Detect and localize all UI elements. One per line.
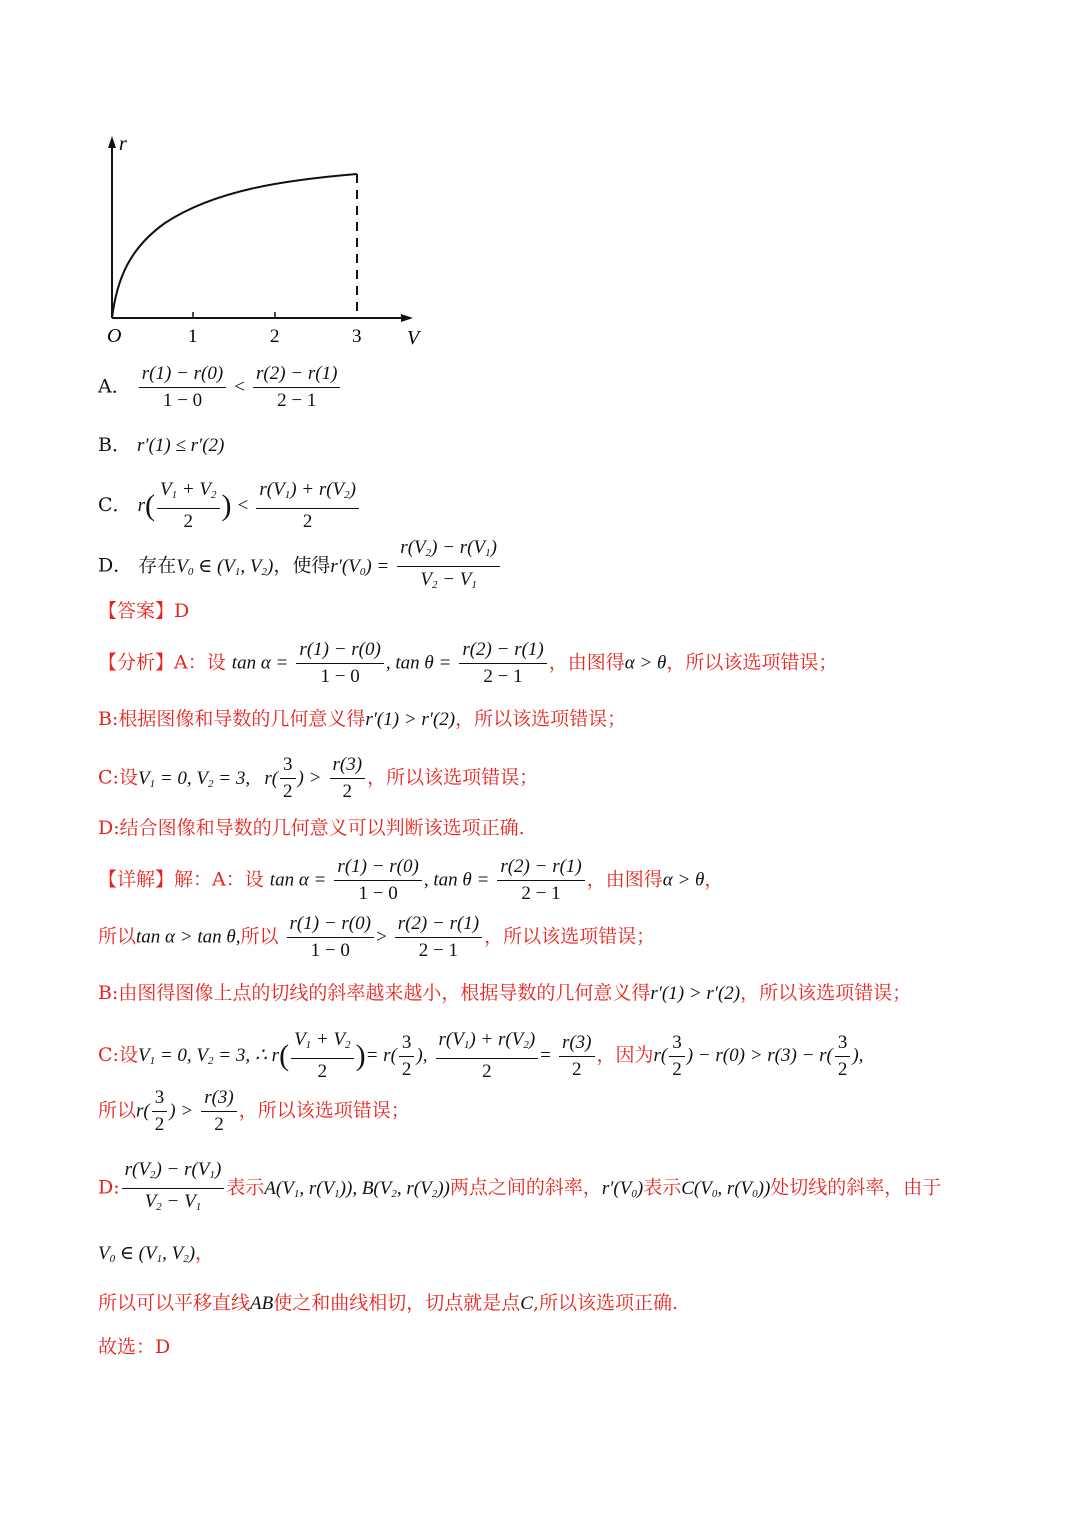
analysis-d: D:结合图像和导数的几何意义可以判断该选项正确. xyxy=(98,817,525,839)
x-label: V xyxy=(407,327,420,349)
option-d-frac: $\frac{r(V_2) - r(V_1)}{V_2 - V_1}$ xyxy=(397,536,500,597)
conclusion: 故选：D xyxy=(98,1336,171,1358)
tick-label-1: 1 xyxy=(188,326,198,347)
option-d: D． 存在$V_0$ ∈ ($V_1$, $V_2$)，使得$r'(V_0)$ = $\frac{r(V_2) - r(V_1)}{V_2 - V_1}$ xyxy=(98,536,502,597)
origin-label: O xyxy=(107,325,122,347)
analysis-c: C:设$V_1 = 0$, $V_2 = 3$, r( $\frac{3}{2}$ ) > $\frac{r(3)}{2}$ ，所以该选项错误； xyxy=(98,754,539,802)
detail-c2: 所以r( $\frac{3}{2}$ ) > $\frac{r(3)}{2}$ ，所以该选项错误； xyxy=(98,1087,410,1135)
x-axis-arrow xyxy=(401,314,413,322)
function-graph xyxy=(95,128,435,350)
detail-b: B:由图得图像上点的切线的斜率越来越小，根据导数的几何意义得r′(1) > r′(2)，所以该选项错误； xyxy=(98,982,912,1004)
detail-d: D: $\frac{r(V_2) - r(V_1)}{V_2 - V_1}$ 表示$A(V_1$, $r(V_1)$), $B(V_2$, $r(V_2)$)两点之间的斜率，$r'(V_0)$表示$C(V_0$, $r(V_0)$)处切线的斜率，由于 xyxy=(98,1159,942,1213)
detail-d3: 所以可以平移直线AB使之和曲线相切，切点就是点C,所以该选项正确. xyxy=(98,1292,679,1314)
option-a-frac-1: $\frac{r(1) - r(0)}{1 - 0}$ xyxy=(139,362,226,413)
option-c: C． r( $\frac{V_1 + V_2}{2}$ ) < $\frac{r(V_1) + r(V_2)}{2}$ xyxy=(98,478,361,534)
option-d-label: D． xyxy=(98,554,133,577)
answer-line xyxy=(98,599,189,623)
analysis-b: B:根据图像和导数的几何意义得r′(1) > r′(2)，所以该选项错误； xyxy=(98,708,627,730)
option-b-label: B． xyxy=(98,434,131,456)
answer-value: D xyxy=(174,600,190,622)
option-a: A． $\frac{r(1) - r(0)}{1 - 0}$ < $\frac{r(2) - r(1)}{2 - 1}$ xyxy=(98,362,342,413)
detail-c: C:设$V_1 = 0$, $V_2 = 3$, ∴ r( $\frac{V_1 + V_2}{2}$ )= r( $\frac{3}{2}$ ), $\frac{r(V_1) + r(V_2)}{2}$ = $\frac{r(3)}{2}$ ，因为r( $\frac{3}{2}$ ) − r(0) > r(3) − r( $\frac{3}{2}$ ), xyxy=(98,1029,864,1082)
option-c-label: C． xyxy=(98,494,132,516)
option-c-frac: $\frac{r(V_1) + r(V_2)}{2}$ xyxy=(256,478,359,534)
tick-label-3: 3 xyxy=(352,326,362,347)
y-label: r xyxy=(119,133,127,155)
analysis-label: 【分析】 xyxy=(98,651,175,674)
option-a-frac-2: $\frac{r(2) - r(1)}{2 - 1}$ xyxy=(253,362,340,413)
detail-d2: $V_0$ ∈ ($V_1$, $V_2$)， xyxy=(98,1242,215,1265)
option-b: B． r′(1) ≤ r′(2) xyxy=(98,434,225,456)
curve xyxy=(112,174,357,318)
option-a-label: A． xyxy=(98,375,131,398)
tick-label-2: 2 xyxy=(270,326,280,347)
detail-a: 【详解】解：A：设 tan α = $\frac{r(1) - r(0)}{1 - 0}$ , tan θ = $\frac{r(2) - r(1)}{2 - 1}$ ，由图得α > θ， xyxy=(98,856,724,904)
y-axis-arrow xyxy=(108,136,116,148)
analysis-a: 【分析】A：设 tan α = $\frac{r(1) - r(0)}{1 - 0}$ , tan θ = $\frac{r(2) - r(1)}{2 - 1}$ ，由图得α > θ，所以该选项错误； xyxy=(98,639,838,687)
answer-label: 【答案】 xyxy=(98,600,175,622)
detail-a2: 所以tan α > tan θ,所以 $\frac{r(1) - r(0)}{1 - 0}$ > $\frac{r(2) - r(1)}{2 - 1}$ ，所以该选项错误； xyxy=(98,913,656,961)
detail-label: 【详解】 xyxy=(98,868,175,891)
